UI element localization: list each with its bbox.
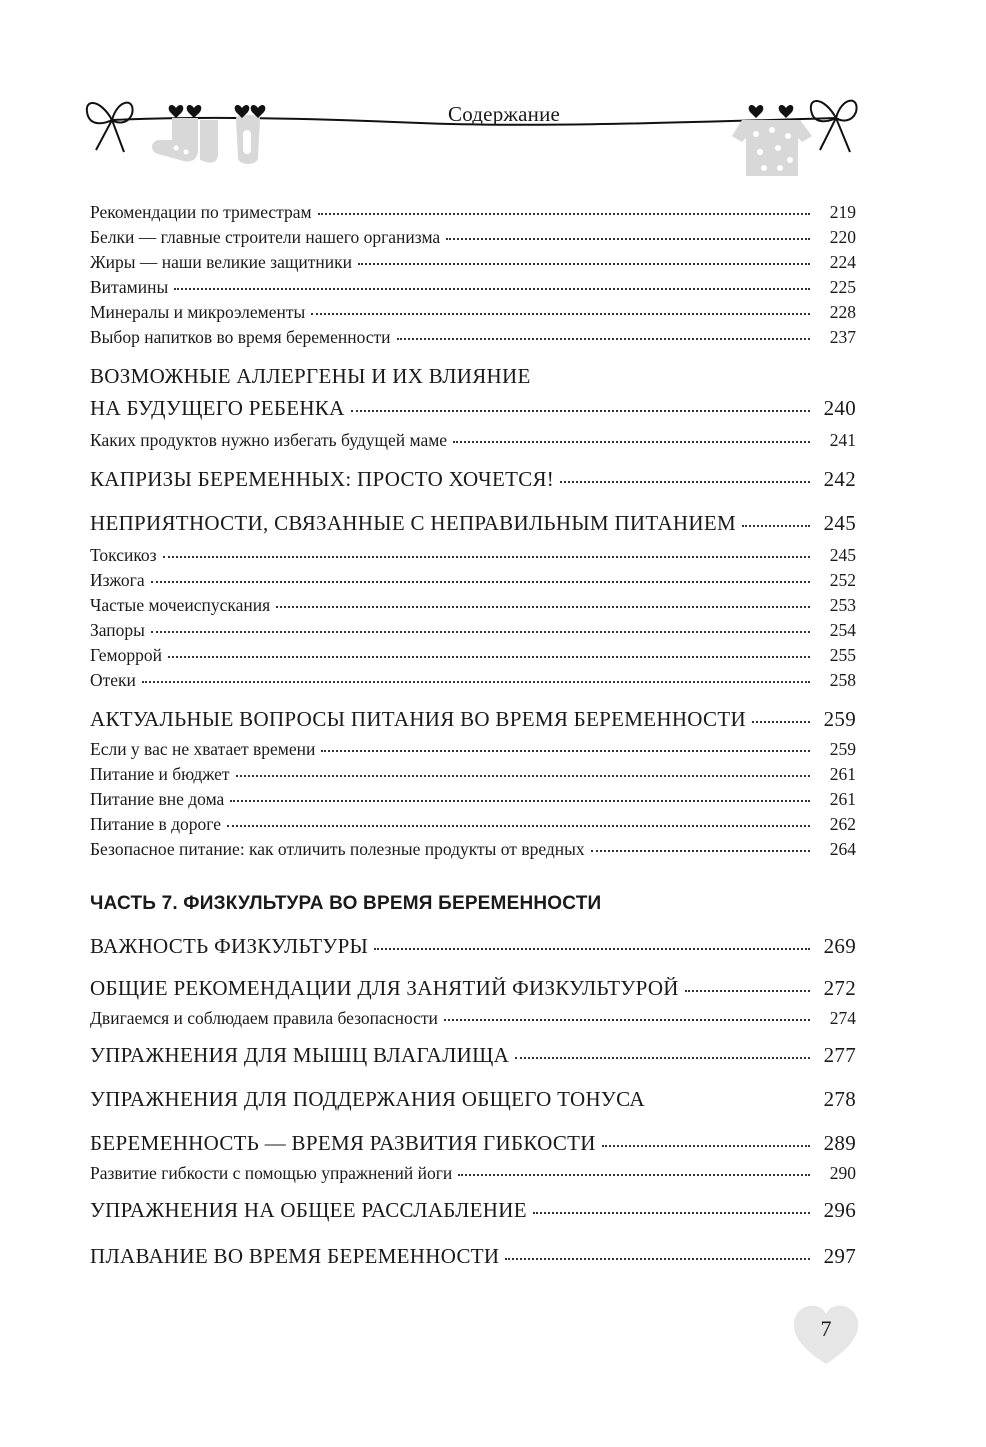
- page-number: 258: [829, 670, 856, 690]
- running-header-title: Содержание: [448, 102, 561, 126]
- page-number: 252: [829, 570, 856, 590]
- toc-section[interactable]: УПРАЖНЕНИЯ НА ОБЩЕЕ РАССЛАБЛЕНИЕ 296: [90, 1198, 856, 1222]
- page-number: 269: [823, 934, 856, 958]
- clothesline-ornament: [0, 80, 986, 180]
- page-number: 245: [829, 545, 856, 565]
- page-number: 254: [829, 620, 856, 640]
- toc-entry[interactable]: Безопасное питание: как отличить полезные продукты от вредных 264: [90, 837, 856, 862]
- page-number: 261: [829, 764, 856, 784]
- page-header: [0, 80, 986, 180]
- page-number: 297: [823, 1244, 856, 1268]
- toc-section[interactable]: ПЛАВАНИЕ ВО ВРЕМЯ БЕРЕМЕННОСТИ 297: [90, 1244, 856, 1268]
- toc-section[interactable]: НА БУДУЩЕГО РЕБЕНКА 240: [90, 396, 856, 420]
- toc-section[interactable]: БЕРЕМЕННОСТЬ — ВРЕМЯ РАЗВИТИЯ ГИБКОСТИ 289: [90, 1131, 856, 1155]
- bib-icon: [236, 115, 260, 164]
- toc-entry[interactable]: Минералы и микроэлементы 228: [90, 300, 856, 325]
- page-number: 277: [823, 1043, 856, 1067]
- page-number: 255: [829, 645, 856, 665]
- toc-entry[interactable]: Питание и бюджет 261: [90, 762, 856, 787]
- footer-page-number: 7: [820, 1316, 832, 1341]
- sock-icon: [152, 118, 198, 162]
- right-bow-icon: [811, 101, 857, 152]
- table-of-contents: [90, 200, 856, 1270]
- toc-entry[interactable]: Выбор напитков во время беременности 237: [90, 325, 856, 350]
- toc-entry[interactable]: Если у вас не хватает времени 259: [90, 737, 856, 762]
- page-number: 245: [823, 511, 856, 535]
- page-number: 225: [829, 277, 856, 297]
- page-number: 261: [829, 789, 856, 809]
- page-number: 296: [823, 1198, 856, 1222]
- toc-section-title-line: ВОЗМОЖНЫЕ АЛЛЕРГЕНЫ И ИХ ВЛИЯНИЕ: [90, 364, 531, 388]
- toc-section[interactable]: ОБЩИЕ РЕКОМЕНДАЦИИ ДЛЯ ЗАНЯТИЙ ФИЗКУЛЬТУРОЙ 272: [90, 976, 856, 1000]
- toc-entry[interactable]: Частые мочеиспускания 253: [90, 593, 856, 618]
- page-number: 262: [829, 814, 856, 834]
- toc-entry[interactable]: Изжога 252: [90, 568, 856, 593]
- page-number: 278: [823, 1087, 856, 1111]
- toc-section[interactable]: ВАЖНОСТЬ ФИЗКУЛЬТУРЫ 269: [90, 934, 856, 958]
- toc-entry[interactable]: Запоры 254: [90, 618, 856, 643]
- sock-icon: [200, 120, 218, 163]
- toc-section[interactable]: УПРАЖНЕНИЯ ДЛЯ МЫШЦ ВЛАГАЛИЩА 277: [90, 1043, 856, 1067]
- heart-pin-icon: [169, 105, 202, 118]
- toc-entry[interactable]: Каких продуктов нужно избегать будущей маме 241: [90, 428, 856, 453]
- page-number: 259: [823, 707, 856, 731]
- toc-entry[interactable]: Белки — главные строители нашего организма 220: [90, 225, 856, 250]
- page-number: 240: [823, 396, 856, 420]
- page-number: 264: [829, 839, 856, 859]
- toc-section[interactable]: НЕПРИЯТНОСТИ, СВЯЗАННЫЕ С НЕПРАВИЛЬНЫМ ПИТАНИЕМ 245: [90, 511, 856, 535]
- toc-entry[interactable]: Геморрой 255: [90, 643, 856, 668]
- toc-entry[interactable]: Отеки 258: [90, 668, 856, 693]
- page-number: 290: [829, 1163, 856, 1183]
- page-number: 228: [829, 302, 856, 322]
- toc-section[interactable]: АКТУАЛЬНЫЕ ВОПРОСЫ ПИТАНИЯ ВО ВРЕМЯ БЕРЕМЕННОСТИ 259: [90, 707, 856, 731]
- page-number: 274: [829, 1008, 856, 1028]
- toc-entry[interactable]: Рекомендации по триместрам 219: [90, 200, 856, 225]
- page-number: 289: [823, 1131, 856, 1155]
- page-number: 253: [829, 595, 856, 615]
- page-number: 242: [823, 467, 856, 491]
- baby-shirt-icon: [732, 120, 812, 176]
- page-number: 224: [829, 252, 856, 272]
- page-number: 241: [829, 430, 856, 450]
- page-number: 219: [829, 202, 856, 222]
- page-number-badge: [790, 1302, 862, 1368]
- toc-part-title[interactable]: ЧАСТЬ 7. ФИЗКУЛЬТУРА ВО ВРЕМЯ БЕРЕМЕННОСТИ: [90, 893, 602, 914]
- toc-entry[interactable]: Двигаемся и соблюдаем правила безопасности 274: [90, 1006, 856, 1031]
- toc-entry[interactable]: Развитие гибкости с помощью упражнений йоги 290: [90, 1161, 856, 1186]
- toc-entry[interactable]: Питание вне дома 261: [90, 787, 856, 812]
- toc-entry[interactable]: Витамины 225: [90, 275, 856, 300]
- toc-entry[interactable]: Жиры — наши великие защитники 224: [90, 250, 856, 275]
- toc-section[interactable]: УПРАЖНЕНИЯ ДЛЯ ПОДДЕРЖАНИЯ ОБЩЕГО ТОНУСА 278: [90, 1087, 856, 1111]
- toc-entry[interactable]: Токсикоз 245: [90, 543, 856, 568]
- toc-section[interactable]: КАПРИЗЫ БЕРЕМЕННЫХ: ПРОСТО ХОЧЕТСЯ! 242: [90, 467, 856, 491]
- page-number: 259: [829, 739, 856, 759]
- left-bow-icon: [87, 103, 133, 152]
- page-number: 237: [829, 327, 856, 347]
- toc-entry[interactable]: Питание в дороге 262: [90, 812, 856, 837]
- heart-pin-icon: [749, 105, 794, 118]
- page-number: 220: [829, 227, 856, 247]
- page-number: 272: [823, 976, 856, 1000]
